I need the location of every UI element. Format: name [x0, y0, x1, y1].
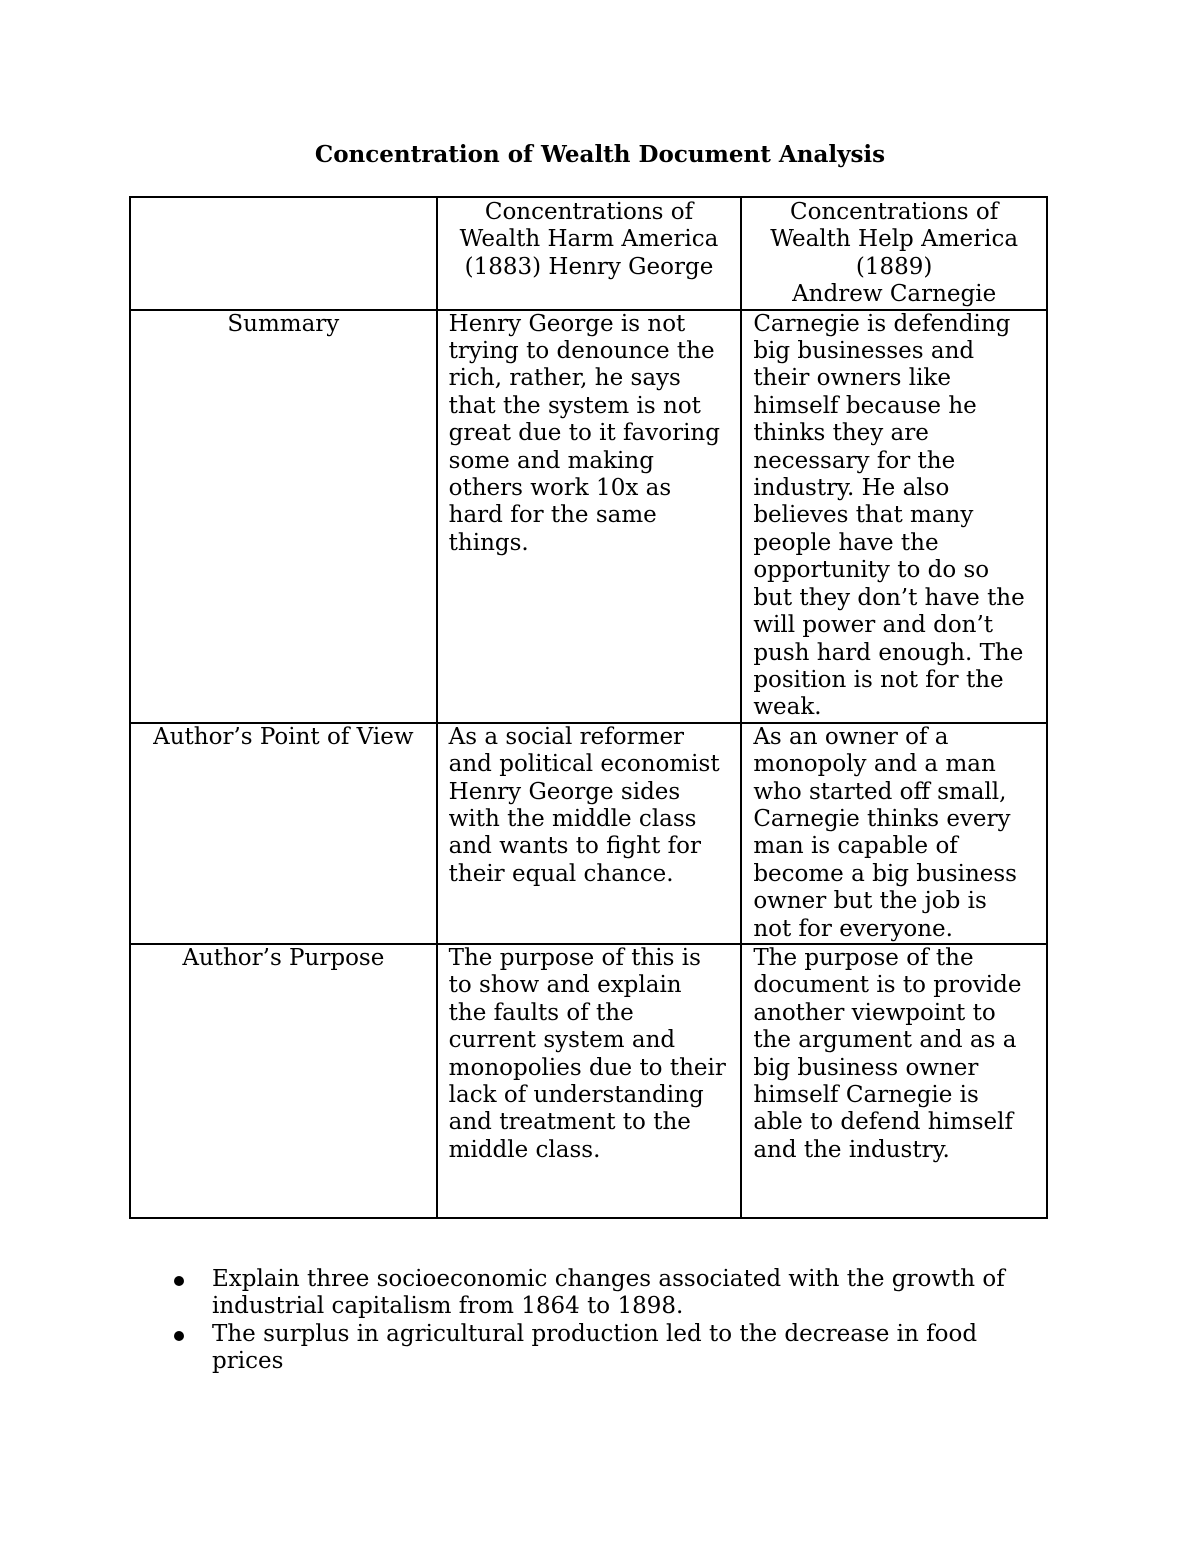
cell-line: will power and don’t	[753, 612, 994, 639]
cell-line: Henry George is not	[448, 310, 686, 337]
row-label-summary: Summary	[130, 310, 437, 723]
cell-line: As a social reformer	[448, 723, 685, 750]
cell-line: himself Carnegie is	[753, 1082, 979, 1108]
cell-line: man is capable of	[753, 833, 958, 860]
cell-line: push hard enough. The	[753, 639, 1024, 666]
cell-line: the argument and as a	[753, 1027, 1017, 1054]
list-item	[212, 1266, 1092, 1321]
row-label-point-of-view: Author’s Point of View	[130, 723, 437, 944]
cell-line: and political economist	[448, 751, 720, 778]
cell-line: things.	[448, 529, 529, 556]
cell-line: owner but the job is	[753, 888, 987, 915]
summary-andrew-carnegie	[741, 310, 1047, 723]
analysis-table	[129, 196, 1048, 1219]
cell-line: trying to denounce the	[448, 338, 715, 365]
cell-line: some and making	[448, 447, 654, 474]
purpose-andrew-carnegie	[741, 944, 1047, 1218]
cell-line: Carnegie thinks every	[753, 805, 1011, 832]
header-line: Concentrations of	[790, 199, 999, 225]
cell-line: current system and	[448, 1027, 676, 1054]
bullet-list	[170, 1266, 1092, 1376]
cell-line: Carnegie is defending	[753, 310, 1011, 337]
cell-line: hard for the same	[448, 502, 657, 529]
cell-line: Henry George sides	[448, 778, 681, 805]
table-header-row	[130, 197, 1047, 310]
cell-line: become a big business	[753, 860, 1017, 887]
row-label-purpose: Author’s Purpose	[130, 944, 437, 1218]
cell-line: others work 10x as	[448, 475, 672, 502]
cell-line: document is to provide	[753, 972, 1022, 999]
list-item-line: Explain three socioeconomic changes associated with the growth of	[212, 1266, 1005, 1292]
cell-line: As an owner of a	[753, 723, 949, 750]
cell-line: himself because he	[753, 392, 977, 419]
cell-line: position is not for the	[753, 666, 1004, 693]
purpose-henry-george	[437, 944, 742, 1218]
table-row-summary	[130, 310, 1047, 723]
cell-line: great due to it favoring	[448, 420, 720, 447]
cell-line: monopoly and a man	[753, 751, 996, 778]
cell-line: industry. He also	[753, 475, 950, 502]
bullet-dot-icon	[174, 1331, 184, 1341]
cell-line: not for everyone.	[753, 915, 953, 942]
cell-line: that the system is not	[448, 392, 701, 419]
cell-line: their equal chance.	[448, 860, 674, 887]
cell-line: their owners like	[753, 365, 951, 392]
cell-line: people have the	[753, 529, 939, 556]
cell-line: rich, rather, he says	[448, 365, 681, 392]
header-andrew-carnegie	[741, 197, 1047, 310]
header-line: Andrew Carnegie	[792, 281, 997, 308]
document-title: Concentration of Wealth Document Analysis	[314, 141, 886, 168]
cell-line: another viewpoint to	[753, 999, 996, 1026]
cell-line: and treatment to the	[448, 1109, 691, 1136]
cell-line: opportunity to do so	[753, 557, 990, 584]
cell-line: the faults of the	[448, 999, 634, 1026]
cell-line: but they don’t have the	[753, 584, 1025, 611]
header-empty-cell	[130, 197, 437, 310]
cell-line: weak.	[753, 694, 822, 721]
cell-line: who started off small,	[753, 778, 1007, 805]
cell-line: middle class.	[448, 1136, 601, 1163]
header-line: Wealth Help America	[770, 226, 1019, 253]
list-item-line: industrial capitalism from 1864 to 1898.	[212, 1293, 684, 1320]
list-item-line: prices	[212, 1348, 284, 1375]
cell-line: able to defend himself	[753, 1109, 1013, 1136]
cell-line: lack of understanding	[448, 1082, 704, 1108]
cell-line: necessary for the	[753, 447, 956, 474]
cell-line: and wants to fight for	[448, 833, 701, 860]
header-henry-george	[437, 197, 742, 310]
header-line: Concentrations of	[484, 199, 694, 225]
header-line: (1889)	[855, 253, 933, 280]
list-item-line: The surplus in agricultural production led to the decrease in food	[212, 1320, 978, 1347]
bullet-dot-icon	[174, 1276, 184, 1286]
cell-line: big businesses and	[753, 338, 975, 365]
table-row-purpose	[130, 944, 1047, 1218]
cell-line: thinks they are	[753, 420, 929, 447]
cell-line: believes that many	[753, 502, 974, 529]
cell-line: The purpose of the	[753, 944, 974, 971]
pov-henry-george	[437, 723, 742, 944]
pov-andrew-carnegie	[741, 723, 1047, 944]
cell-line: big business owner	[753, 1054, 979, 1081]
table-row-point-of-view	[130, 723, 1047, 944]
header-line: Wealth Harm America	[459, 226, 719, 253]
cell-line: The purpose of this is	[448, 944, 701, 971]
list-item	[212, 1321, 1092, 1376]
summary-henry-george	[437, 310, 742, 723]
cell-line: to show and explain	[448, 972, 682, 999]
cell-line: and the industry.	[753, 1136, 950, 1163]
cell-line: with the middle class	[448, 805, 697, 832]
header-line: (1883) Henry George	[464, 253, 714, 280]
cell-line: monopolies due to their	[448, 1054, 726, 1081]
